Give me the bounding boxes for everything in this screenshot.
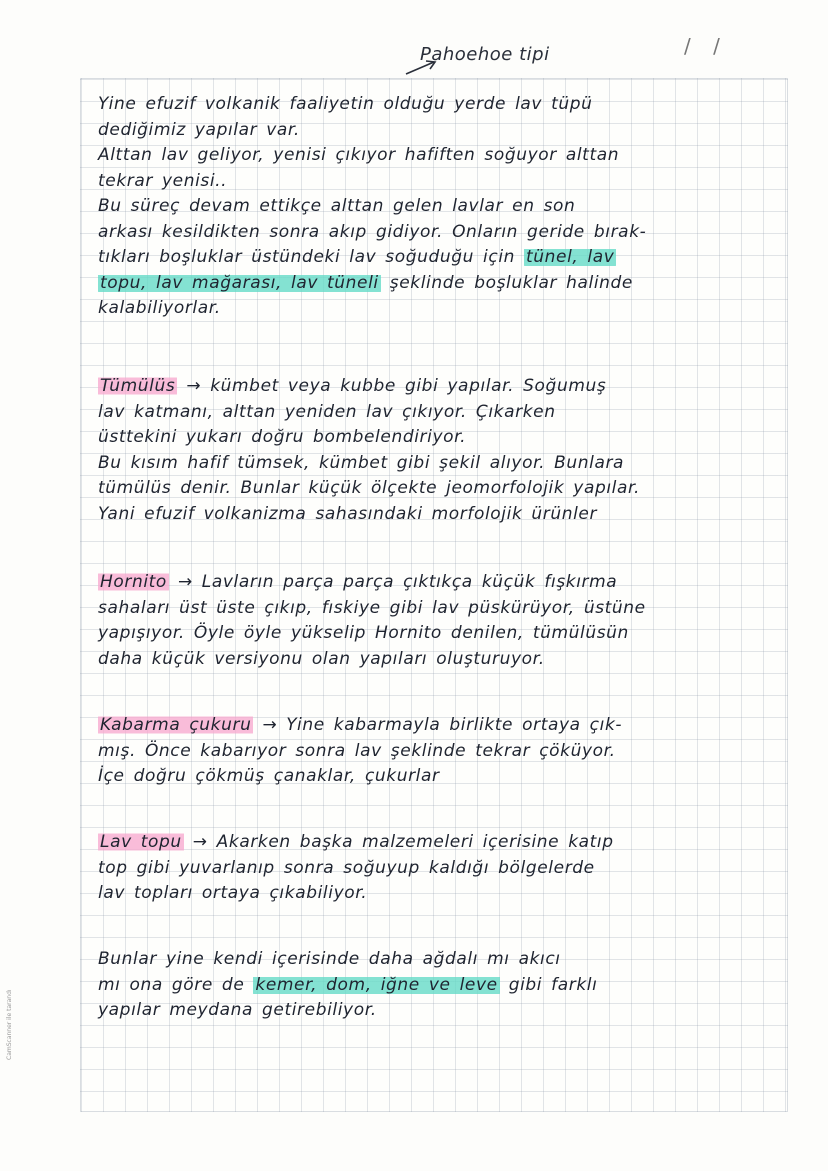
text-segment: daha küçük versiyonu olan yapıları oluşturuyor. <box>98 648 545 669</box>
text-segment: kalabiliyorlar. <box>98 298 221 318</box>
text-line <box>98 502 788 528</box>
text-line <box>98 596 788 622</box>
highlight-pink: Kabarma çukuru <box>100 715 252 735</box>
highlight-pink: Lav topu <box>100 832 182 852</box>
text-segment: tümülüs denir. Bunlar küçük ölçekte jeomorfolojik yapılar. <box>98 478 641 498</box>
text-segment: tekrar yenisi.. <box>98 170 228 191</box>
text-line <box>98 143 788 169</box>
text-line <box>98 400 788 426</box>
text-line <box>98 947 788 973</box>
text-segment: Yine efuzif volkanik faaliyetin olduğu yerde lav tüpü <box>98 94 593 114</box>
text-line <box>98 271 788 297</box>
text-line <box>98 296 788 322</box>
paragraph-tumulus <box>98 374 788 527</box>
text-line <box>98 881 788 907</box>
paragraph-kabarma-cukuru <box>98 713 788 790</box>
paragraph-lav-topu <box>98 830 788 907</box>
text-segment: yapışıyor. Öyle öyle yükselip Hornito denilen, tümülüsün <box>98 623 629 643</box>
text-line <box>98 169 788 195</box>
text-line <box>98 856 788 882</box>
highlight-teal: tünel, lav <box>526 247 615 267</box>
paragraph-summary <box>98 947 788 1024</box>
text-segment: şeklinde boşluklar halinde <box>380 272 633 293</box>
text-line <box>98 739 788 765</box>
text-segment: lav katmanı, alttan yeniden lav çıkıyor. Çıkarken <box>98 401 556 422</box>
paragraph-hornito <box>98 570 788 672</box>
text-line <box>98 830 788 856</box>
text-line <box>98 92 788 118</box>
highlight-pink: Hornito <box>100 572 167 592</box>
paragraph-lav-tupu <box>98 92 788 322</box>
corner-slashes: / / <box>684 34 728 58</box>
text-segment: dediğimiz yapılar var. <box>98 119 300 140</box>
text-segment: Alttan lav geliyor, yenisi çıkıyor hafiften soğuyor alttan <box>98 145 620 165</box>
text-segment: → kümbet veya kubbe gibi yapılar. Soğumuş <box>177 376 607 396</box>
text-line <box>98 764 788 790</box>
text-segment: Bunlar yine kendi içerisinde daha ağdalı mı akıcı <box>98 949 561 969</box>
text-line <box>98 621 788 647</box>
text-segment: Yani efuzif volkanizma sahasındaki morfolojik ürünler <box>98 503 598 524</box>
text-segment: yapılar meydana getirebiliyor. <box>98 1000 377 1020</box>
header-annotation: Pahoehoe tipi <box>420 44 550 65</box>
text-line <box>98 476 788 502</box>
highlight-teal: kemer, dom, iğne ve leve <box>255 974 498 995</box>
text-segment: İçe doğru çökmüş çanaklar, çukurlar <box>98 766 440 786</box>
text-segment: mı ona göre de <box>98 974 254 995</box>
text-segment: gibi farklı <box>499 974 598 995</box>
text-segment: lav topları ortaya çıkabiliyor. <box>98 883 368 903</box>
highlight-teal: topu, lav mağarası, lav tüneli <box>100 272 379 293</box>
text-line <box>98 973 788 999</box>
text-line <box>98 220 788 246</box>
text-segment: Bu kısım hafif tümsek, kümbet gibi şekil alıyor. Bunlara <box>98 452 625 473</box>
text-segment: Bu süreç devam ettikçe alttan gelen lavlar en son <box>98 196 576 216</box>
text-segment: mış. Önce kabarıyor sonra lav şeklinde tekrar çöküyor. <box>98 740 616 761</box>
text-segment: → Lavların parça parça çıktıkça küçük fışkırma <box>168 572 618 592</box>
text-segment: üsttekini yukarı doğru bombelendiriyor. <box>98 427 467 447</box>
text-line <box>98 451 788 477</box>
text-segment: sahaları üst üste çıkıp, fıskiye gibi lav püskürüyor, üstüne <box>98 597 646 618</box>
text-segment: top gibi yuvarlanıp sonra soğuyup kaldığı bölgelerde <box>98 857 595 878</box>
text-segment: → Yine kabarmayla birlikte ortaya çık- <box>253 715 623 735</box>
text-line <box>98 245 788 271</box>
text-segment: arkası kesildikten sonra akıp gidiyor. Onların geride bırak- <box>98 221 647 242</box>
text-line <box>98 425 788 451</box>
scanner-watermark: CamScanner ile tarandı <box>6 989 13 1060</box>
text-line <box>98 118 788 144</box>
text-line <box>98 713 788 739</box>
text-segment: tıkları boşluklar üstündeki lav soğuduğu için <box>98 247 525 267</box>
text-line <box>98 194 788 220</box>
text-line <box>98 998 788 1024</box>
text-segment: → Akarken başka malzemeleri içerisine katıp <box>183 832 614 852</box>
text-line <box>98 374 788 400</box>
highlight-pink: Tümülüs <box>100 376 176 396</box>
text-line <box>98 570 788 596</box>
text-line <box>98 647 788 673</box>
